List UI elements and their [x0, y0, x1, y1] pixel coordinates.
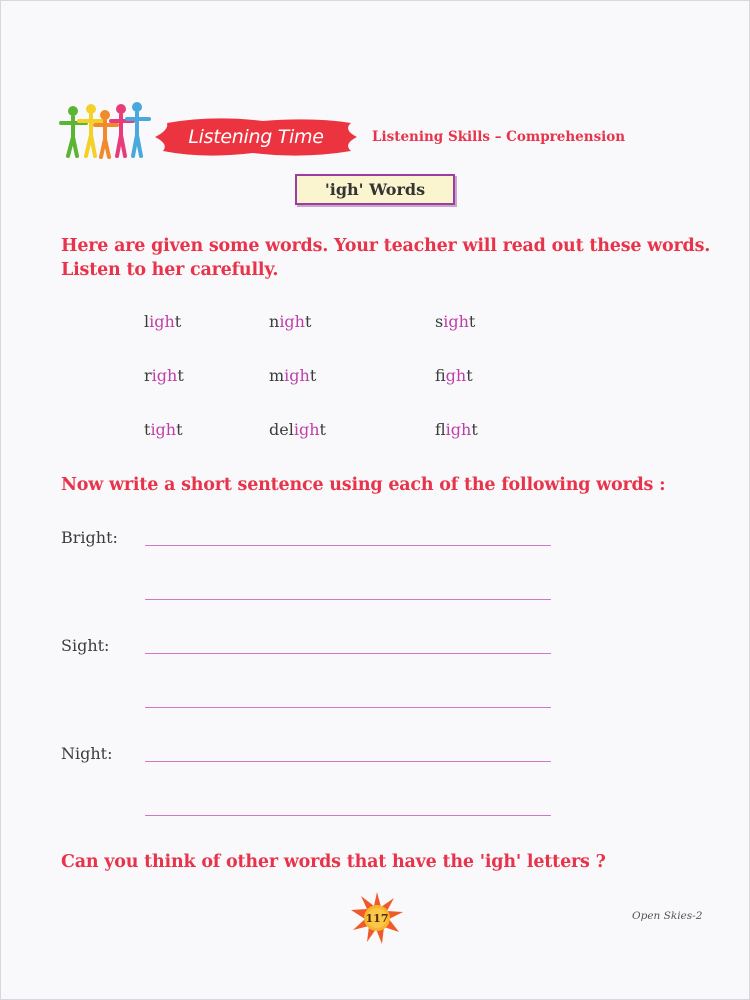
children-group-logo-icon	[59, 101, 151, 159]
word-item: light	[144, 312, 182, 331]
writing-line[interactable]	[145, 761, 551, 762]
writing-line[interactable]	[145, 545, 551, 546]
word-item: right	[144, 366, 184, 385]
section-subtitle: Listening Skills – Comprehension	[372, 129, 626, 145]
writing-line[interactable]	[145, 599, 551, 600]
word-item: flight	[435, 420, 478, 439]
page-title: 'igh' Words	[295, 174, 455, 205]
series-name: Open Skies-2	[632, 910, 703, 922]
banner-label: Listening Time	[188, 126, 324, 148]
writing-line[interactable]	[145, 815, 551, 816]
word-item: fight	[435, 366, 473, 385]
prompt-label-night: Night:	[61, 744, 113, 763]
prompt-label-sight: Sight:	[61, 636, 110, 655]
word-item: sight	[435, 312, 476, 331]
word-item: delight	[269, 420, 326, 439]
writing-line[interactable]	[145, 707, 551, 708]
word-item: might	[269, 366, 317, 385]
intro-instruction-line1: Here are given some words. Your teacher will read out these words.	[61, 236, 711, 256]
closing-question: Can you think of other words that have the 'igh' letters ?	[61, 852, 606, 872]
word-item: night	[269, 312, 312, 331]
intro-instruction-line2: Listen to her carefully.	[61, 260, 279, 280]
write-instruction: Now write a short sentence using each of the following words :	[61, 475, 666, 495]
page-number: 117	[365, 911, 389, 925]
word-item: tight	[144, 420, 183, 439]
writing-line[interactable]	[145, 653, 551, 654]
prompt-label-bright: Bright:	[61, 528, 118, 547]
